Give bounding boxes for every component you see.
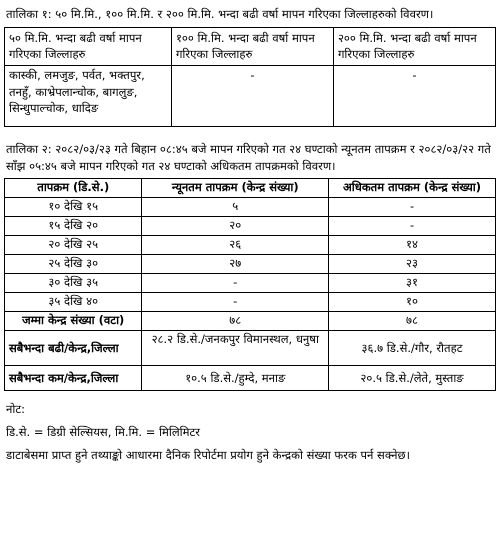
notes-section [6, 401, 496, 463]
table-row [5, 255, 496, 274]
notes-disclaimer: डाटाबेसमा प्राप्त हुने तथ्याङ्को आधारमा दैनिक रिपोर्टमा प्रयोग हुने केन्द्रको संख्या फरक पर्न सक्नेछ। [6, 447, 410, 462]
table-row [5, 66, 496, 127]
temperature-table [4, 178, 496, 391]
temp-min-cell: - [142, 293, 329, 312]
table-row [5, 236, 496, 255]
temp-min-cell: २७ [142, 255, 329, 274]
temp-header-max: अधिकतम तापक्रम (केन्द्र संख्या) [329, 179, 496, 198]
temp-max-cell: १४ [329, 236, 496, 255]
temp-range-cell: ३५ देखि ४० [5, 293, 142, 312]
table-row [5, 179, 496, 198]
rainfall-table [4, 27, 496, 127]
temp-max-cell: २३ [329, 255, 496, 274]
table1-caption: तालिका १: ५० मि.मि., १०० मि.मि. र २०० मि.मि. भन्दा बढी वर्षा मापन गरिएका जिल्लाहरुको विवरण। [6, 7, 434, 21]
temp-header-min: न्यूनतम तापक्रम (केन्द्र संख्या) [142, 179, 329, 198]
total-max: ७८ [329, 312, 496, 331]
table-row [5, 331, 496, 366]
temp-range-cell: २५ देखि ३० [5, 255, 142, 274]
temp-min-cell: २६ [142, 236, 329, 255]
temp-max-cell: - [329, 198, 496, 217]
table-row [5, 274, 496, 293]
temp-min-cell: - [142, 274, 329, 293]
rainfall-cell-50: कास्की, लमजुङ, पर्वत, भक्तपुर, तनहुँ, काभ्रेपलान्चोक, बागलुङ, सिन्धुपाल्चोक, धादिङ [5, 66, 172, 127]
temp-max-cell: ३१ [329, 274, 496, 293]
highest-min: २८.२ डि.से./जनकपुर विमानस्थल, धनुषा [142, 331, 329, 366]
lowest-max: २०.५ डि.से./लेते, मुस्ताङ [329, 366, 496, 391]
table-row [5, 312, 496, 331]
table2-caption: तालिका २: २०८२/०३/२३ गते बिहान ०८:४५ बजे मापन गरिएको गत २४ घण्टाको न्यूनतम तापक्रम र २०८२/०३/२२ गते साँझ ०५:४५ बजे मापन गरिएको गत २४ घण्टाको अधिकतम तापक्रमको विवरण। [6, 142, 491, 173]
temp-max-cell: - [329, 217, 496, 236]
highest-max: ३६.७ डि.से./गौर, रौतहट [329, 331, 496, 366]
temp-min-cell: २० [142, 217, 329, 236]
temp-range-cell: २० देखि २५ [5, 236, 142, 255]
rainfall-cell-200: - [333, 66, 495, 127]
temp-max-cell: १० [329, 293, 496, 312]
temp-range-cell: ३० देखि ३५ [5, 274, 142, 293]
table-row [5, 27, 496, 65]
highest-label: सबैभन्दा बढी/केन्द्र,जिल्ला [5, 331, 142, 366]
table-row [5, 198, 496, 217]
table-row [5, 366, 496, 391]
total-label: जम्मा केन्द्र संख्या (वटा) [5, 312, 142, 331]
table-row [5, 217, 496, 236]
document [4, 6, 496, 469]
total-min: ७८ [142, 312, 329, 331]
lowest-min: १०.५ डि.से./हुम्दे, मनाङ [142, 366, 329, 391]
temp-header-range: तापक्रम (डि.से.) [5, 179, 142, 198]
rainfall-header-100: १०० मि.मि. भन्दा बढी वर्षा मापन गरिएका जिल्लाहरु [171, 27, 333, 65]
notes-title: नोट: [6, 402, 26, 417]
notes-abbreviations: डि.से. = डिग्री सेल्सियस, मि.मि. = मिलिमिटर [6, 425, 200, 440]
temp-min-cell: ५ [142, 198, 329, 217]
rainfall-header-200: २०० मि.मि. भन्दा बढी वर्षा मापन गरिएका जिल्लाहरु [333, 27, 495, 65]
temp-range-cell: १५ देखि २० [5, 217, 142, 236]
table-row [5, 293, 496, 312]
rainfall-cell-100: - [171, 66, 333, 127]
temp-range-cell: १० देखि १५ [5, 198, 142, 217]
lowest-label: सबैभन्दा कम/केन्द्र,जिल्ला [5, 366, 142, 391]
rainfall-header-50: ५० मि.मि. भन्दा बढी वर्षा मापन गरिएका जिल्लाहरु [5, 27, 172, 65]
